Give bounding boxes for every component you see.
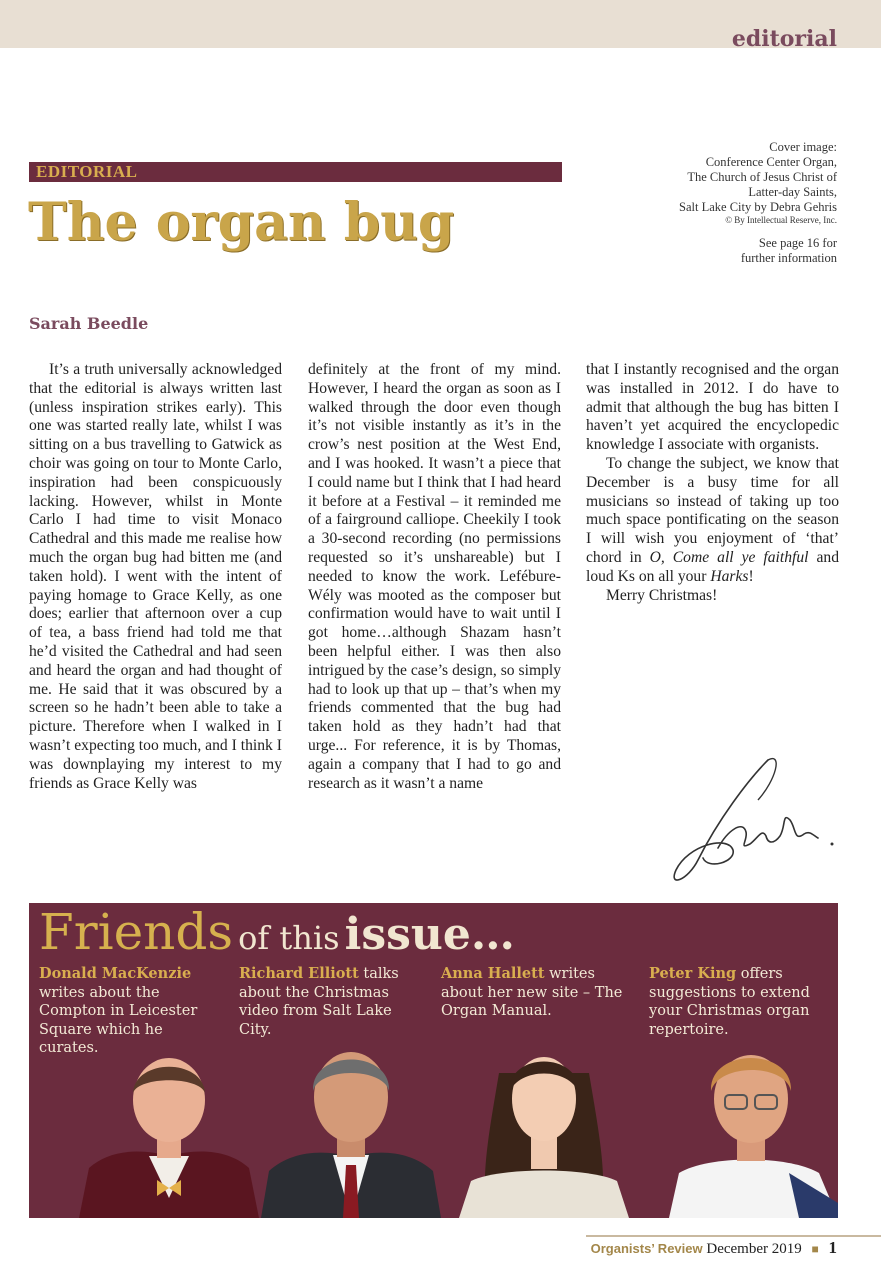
article-title: The organ bug (28, 192, 455, 253)
text-run: and loud Ks on all your (586, 548, 839, 585)
paragraph: It’s a truth universally acknowledged that the editorial is always written last (unless inspiration strikes early). This one was started really late, whilst I was sitting on a bus travelling to Gatwick as choir was going on tour to Monte Carlo, inspiration had been conspicuously lacking. However, whilst in Monte Carlo I had time to visit Monaco Cathedral and this made me realise how much the organ bug had bitten me (and taken hold). I went with the intent of paying homage to Grace Kelly, as one does; earlier that afternoon over a cup of tea, a bass friend had told me that he’d visited the Cathedral and had seen and heard the organ and had thought of me. He said that it was obscured by a screen so he hadn’t been able to take a picture. Therefore when I walked in I wasn’t expecting too much, and I think I was downplaying my interest to my friends as Grace Kelly was (29, 361, 282, 792)
friend-blurb-1: Donald MacKenzie writes about the Compton in Leicester Square which he curates. (39, 965, 198, 1056)
portrait-donald-mackenzie (79, 1038, 259, 1218)
cover-caption (597, 140, 837, 266)
text-run: To change the subject, we know that December is a busy time for all musicians so instead of taking up too much space pontificating on the season I will wish you enjoyment of ‘that’ chord in (586, 454, 839, 566)
square-separator-icon: ■ (811, 1242, 819, 1256)
cover-line: Conference Center Organ, (705, 155, 837, 169)
see-page-note: See page 16 for (758, 236, 837, 250)
cover-copyright: © By Intellectual Reserve, Inc. (725, 215, 837, 225)
section-label: editorial (731, 26, 837, 52)
cover-line: Latter-day Saints, (748, 185, 837, 199)
of-this-word: of this (238, 919, 340, 957)
text-column-2 (308, 361, 561, 793)
cover-line: Cover image: (769, 140, 837, 154)
paragraph: that I instantly recognised and the organ was installed in 2012. I do have to admit that although the bug has bitten I haven’t yet acquired the encyclopedic knowledge I associate with organists. (586, 361, 839, 454)
magazine-name: Organists’ Review (590, 1241, 703, 1256)
see-page-note-2: further information (740, 251, 837, 265)
carol-title: O, Come all ye faithful (649, 548, 809, 566)
article-kicker: EDITORIAL (36, 162, 138, 181)
friends-panel (29, 903, 838, 1218)
portrait-anna-hallett (459, 1033, 629, 1218)
cover-line: The Church of Jesus Christ of (687, 170, 837, 184)
friends-heading (39, 903, 515, 963)
paragraph (586, 455, 839, 587)
page-footer (591, 1238, 837, 1258)
friend-blurb-4: Peter King offers suggestions to extend your Christmas organ repertoire. (649, 965, 810, 1038)
friend-blurb-2: Richard Elliott talks about the Christmas video from Salt Lake City. (239, 965, 399, 1038)
portrait-richard-elliott (261, 1033, 441, 1218)
issue-word: issue… (344, 909, 515, 960)
page-number: 1 (828, 1238, 837, 1257)
portrait-peter-king (669, 1033, 838, 1218)
cover-line: Salt Lake City by Debra Gehris (679, 200, 837, 214)
text-column-3 (586, 361, 839, 605)
friend-blurb-3: Anna Hallett writes about her new site – The Organ Manual. (441, 965, 623, 1019)
signature-image (658, 740, 838, 890)
closing-line: Merry Christmas! (606, 586, 718, 604)
text-column-1 (29, 361, 282, 793)
friends-word: Friends (39, 903, 234, 961)
text-run: ! (748, 567, 754, 585)
footer-rule (586, 1235, 881, 1237)
issue-date: December 2019 (706, 1241, 802, 1257)
author-byline: Sarah Beedle (29, 314, 149, 333)
carol-title-2: Harks (710, 567, 749, 585)
paragraph: definitely at the front of my mind. However, I heard the organ as soon as I walked through the door even though it’s not visible instantly as it’s in the crow’s nest position at the West End, and I was hooked. It wasn’t a piece that I could name but I think that I had heard it before at a Festival – it reminded me of a fairground calliope. Cheekily I took a 30-second recording (no permissions requested so it’s unshareable) but I needed to know the work. Lefébure-Wély was mooted as the composer but confirmation would have to wait until I got home…although Shazam hasn’t been helpful either. I was then also intrigued by the case’s design, so simply had to look up that up – that’s when my friends commented that the bug had taken hold as they hadn’t had that urge... For reference, it is by Thomas, again a company that I had to go and research as it wasn’t a name (308, 361, 561, 792)
